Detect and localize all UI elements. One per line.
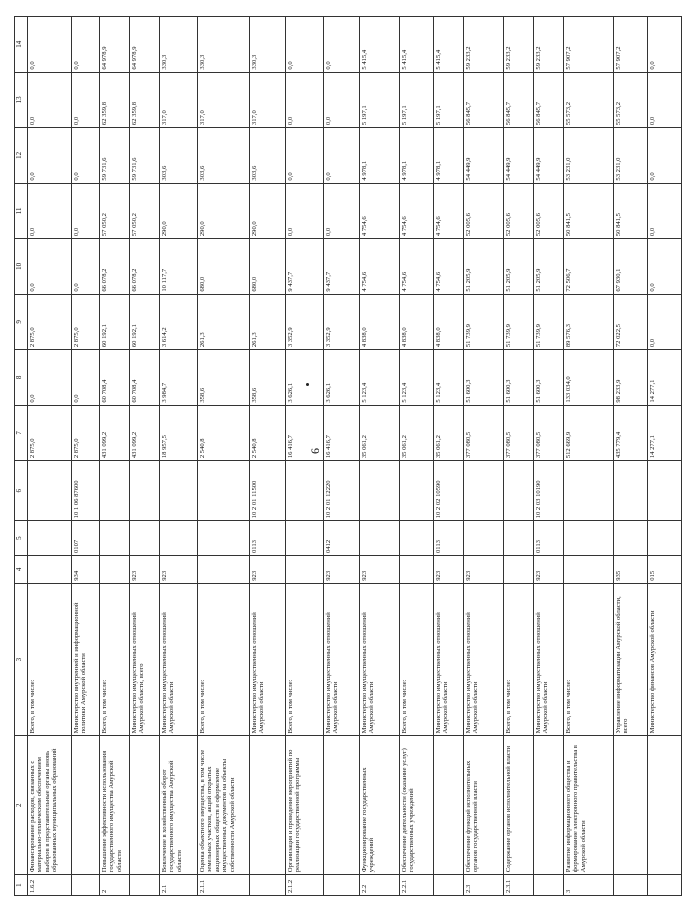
- cell-year-2015: 51 600,3: [464, 350, 504, 406]
- cell-row-code: 2: [100, 875, 130, 896]
- cell-measure-name: Функционирование государственных учреждений: [360, 736, 400, 875]
- cell-grbs-code: [564, 556, 614, 584]
- cell-year-2015: 358,6: [250, 350, 286, 406]
- cell-executor: Всего, в том числе:: [286, 583, 324, 736]
- cell-year-2018: 52 005,6: [464, 183, 504, 239]
- cell-row-code: 2.2: [360, 875, 400, 896]
- cell-target-article: [28, 461, 72, 521]
- cell-section-code: [400, 521, 434, 556]
- cell-year-2020: 5 197,1: [400, 72, 434, 128]
- cell-executor: Всего, в том числе:: [564, 583, 614, 736]
- cell-year-2016: 51 739,9: [464, 294, 504, 350]
- cell-year-2021: 330,3: [160, 17, 198, 73]
- cell-year-2016: 4 838,0: [360, 294, 400, 350]
- cell-year-2016: 261,3: [250, 294, 286, 350]
- cell-year-2017: 0,0: [28, 239, 72, 295]
- cell-grbs-code: [198, 556, 250, 584]
- cell-year-2017: 72 506,7: [564, 239, 614, 295]
- cell-row-code: [130, 875, 160, 896]
- cell-total-amount: 18 957,5: [160, 405, 198, 461]
- cell-section-code: [160, 521, 198, 556]
- cell-year-2020: 55 573,2: [564, 72, 614, 128]
- cell-year-2019: 53 231,0: [614, 128, 648, 184]
- cell-year-2019: 0,0: [72, 128, 100, 184]
- cell-row-code: 2.2.1: [400, 875, 434, 896]
- cell-year-2017: 0,0: [72, 239, 100, 295]
- cell-section-code: 0113: [534, 521, 564, 556]
- page-number: 6: [308, 448, 322, 454]
- cell-year-2016: 2 875,0: [28, 294, 72, 350]
- header-cell: 4: [15, 556, 28, 584]
- cell-year-2018: 4 754,6: [360, 183, 400, 239]
- header-cell: 14: [15, 17, 28, 73]
- cell-year-2015: 5 123,4: [400, 350, 434, 406]
- cell-year-2021: 5 415,4: [400, 17, 434, 73]
- cell-year-2016: 4 838,0: [400, 294, 434, 350]
- cell-year-2020: 5 197,1: [434, 72, 464, 128]
- cell-year-2020: 0,0: [286, 72, 324, 128]
- cell-target-article: [198, 461, 250, 521]
- table-row: [614, 17, 648, 896]
- cell-year-2021: 0,0: [28, 17, 72, 73]
- cell-year-2015: 14 277,1: [648, 350, 682, 406]
- cell-year-2019: 4 978,1: [434, 128, 464, 184]
- cell-year-2018: 4 754,6: [400, 183, 434, 239]
- cell-year-2020: 0,0: [72, 72, 100, 128]
- cell-total-amount: 377 080,5: [534, 405, 564, 461]
- header-cell: 13: [15, 72, 28, 128]
- cell-row-code: [324, 875, 360, 896]
- cell-year-2020: 317,0: [160, 72, 198, 128]
- cell-section-code: [198, 521, 250, 556]
- cell-grbs-code: 934: [72, 556, 100, 584]
- cell-executor: Всего, в том числе:: [100, 583, 130, 736]
- cell-row-code: 2.1.2: [286, 875, 324, 896]
- cell-year-2019: 303,6: [198, 128, 250, 184]
- cell-executor: Всего, в том числе:: [400, 583, 434, 736]
- cell-total-amount: 35 061,2: [434, 405, 464, 461]
- cell-year-2020: 56 845,7: [464, 72, 504, 128]
- cell-year-2020: 55 573,2: [614, 72, 648, 128]
- cell-year-2021: 0,0: [286, 17, 324, 73]
- cell-year-2015: 98 233,9: [614, 350, 648, 406]
- cell-measure-name: [534, 736, 564, 875]
- header-cell: 10: [15, 239, 28, 295]
- cell-section-code: [614, 521, 648, 556]
- cell-executor: Всего, в том числе:: [504, 583, 534, 736]
- cell-year-2015: 0,0: [72, 350, 100, 406]
- cell-year-2017: 66 078,2: [100, 239, 130, 295]
- cell-year-2015: 133 034,0: [564, 350, 614, 406]
- table-row: [534, 17, 564, 896]
- cell-executor: Управление информатизации Амурской области, всего: [614, 583, 648, 736]
- table-row: [324, 17, 360, 896]
- cell-measure-name: [130, 736, 160, 875]
- cell-year-2015: 0,0: [28, 350, 72, 406]
- cell-executor: Министерство имущественных отношений Амурской области, всего: [130, 583, 160, 736]
- cell-grbs-code: 923: [434, 556, 464, 584]
- header-cell: 8: [15, 350, 28, 406]
- cell-year-2021: 59 233,2: [504, 17, 534, 73]
- cell-target-article: 10 2 01 12220: [324, 461, 360, 521]
- cell-year-2017: 680,0: [250, 239, 286, 295]
- cell-grbs-code: 923: [360, 556, 400, 584]
- cell-year-2018: 0,0: [28, 183, 72, 239]
- cell-executor: Министерство имущественных отношений Амурской области: [464, 583, 504, 736]
- cell-total-amount: 431 099,2: [100, 405, 130, 461]
- table-row: [564, 17, 614, 896]
- table-row: [250, 17, 286, 896]
- cell-row-code: 2.3.1: [504, 875, 534, 896]
- cell-year-2021: 0,0: [72, 17, 100, 73]
- cell-executor: Министерство имущественных отношений Амурской области: [324, 583, 360, 736]
- cell-year-2019: 59 731,6: [100, 128, 130, 184]
- cell-year-2019: 54 449,9: [504, 128, 534, 184]
- cell-year-2021: 0,0: [324, 17, 360, 73]
- header-cell: 12: [15, 128, 28, 184]
- cell-year-2019: 59 731,6: [130, 128, 160, 184]
- cell-year-2017: 680,0: [198, 239, 250, 295]
- cell-year-2016: 3 352,9: [324, 294, 360, 350]
- cell-year-2016: 51 739,9: [534, 294, 564, 350]
- cell-total-amount: 377 080,5: [504, 405, 534, 461]
- cell-year-2018: 290,0: [198, 183, 250, 239]
- cell-executor: Министерство имущественных отношений Амурской области: [160, 583, 198, 736]
- cell-executor: Министерство имущественных отношений Амурской области: [250, 583, 286, 736]
- cell-row-code: 2.3: [464, 875, 504, 896]
- cell-year-2021: 64 978,9: [130, 17, 160, 73]
- cell-target-article: [360, 461, 400, 521]
- cell-year-2018: 0,0: [72, 183, 100, 239]
- cell-target-article: [130, 461, 160, 521]
- cell-year-2018: 57 050,2: [100, 183, 130, 239]
- cell-year-2015: 60 708,4: [100, 350, 130, 406]
- header-cell: 1: [15, 875, 28, 896]
- cell-executor: Министерство финансов Амурской области: [648, 583, 682, 736]
- cell-year-2017: 9 437,7: [286, 239, 324, 295]
- cell-year-2018: 4 754,6: [434, 183, 464, 239]
- cell-measure-name: Развитие информационного общества и формирование электронного правительства в Амурской области: [564, 736, 614, 875]
- cell-year-2017: 0,0: [648, 239, 682, 295]
- cell-year-2016: 3 352,9: [286, 294, 324, 350]
- cell-row-code: [250, 875, 286, 896]
- cell-section-code: 0412: [324, 521, 360, 556]
- cell-year-2015: 60 708,4: [130, 350, 160, 406]
- cell-section-code: [286, 521, 324, 556]
- cell-year-2019: 4 978,1: [360, 128, 400, 184]
- cell-year-2016: 0,0: [648, 294, 682, 350]
- cell-measure-name: Оценка объектного имущества, в том числе земельных участков, акций открытых акционерных обществ и оформление имущественных документов на объекты собственности Амурской области: [198, 736, 250, 875]
- cell-measure-name: Организация и проведение мероприятий по реализации государственной программы: [286, 736, 324, 875]
- cell-total-amount: 435 779,4: [614, 405, 648, 461]
- cell-measure-name: Вовлечение в хозяйственный оборот государственного имущества Амурской области: [160, 736, 198, 875]
- header-cell: 9: [15, 294, 28, 350]
- cell-year-2016: 60 192,1: [100, 294, 130, 350]
- cell-year-2020: 317,0: [250, 72, 286, 128]
- cell-measure-name: Повышение эффективности использования государственного имущества Амурской области: [100, 736, 130, 875]
- cell-grbs-code: 015: [648, 556, 682, 584]
- cell-total-amount: 512 669,9: [564, 405, 614, 461]
- table-row: [286, 17, 324, 896]
- cell-section-code: [28, 521, 72, 556]
- cell-row-code: 2.1.1: [198, 875, 250, 896]
- cell-target-article: 10 2 01 11500: [250, 461, 286, 521]
- cell-year-2021: 59 233,2: [534, 17, 564, 73]
- cell-section-code: 0113: [434, 521, 464, 556]
- cell-total-amount: 2 540,8: [250, 405, 286, 461]
- cell-year-2016: 60 192,1: [130, 294, 160, 350]
- cell-target-article: [504, 461, 534, 521]
- cell-year-2017: 51 205,9: [504, 239, 534, 295]
- cell-grbs-code: 923: [250, 556, 286, 584]
- cell-target-article: [564, 461, 614, 521]
- cell-section-code: [464, 521, 504, 556]
- cell-year-2017: 4 754,6: [400, 239, 434, 295]
- cell-year-2018: 57 050,2: [130, 183, 160, 239]
- cell-executor: Министерство внутренней и информационной политики Амурской области: [72, 583, 100, 736]
- cell-year-2020: 56 845,7: [504, 72, 534, 128]
- cell-measure-name: [250, 736, 286, 875]
- cell-year-2016: 89 576,3: [564, 294, 614, 350]
- header-cell: 5: [15, 521, 28, 556]
- cell-total-amount: 14 277,1: [648, 405, 682, 461]
- cell-year-2016: 4 838,0: [434, 294, 464, 350]
- cell-year-2017: 51 205,9: [464, 239, 504, 295]
- table-body: [28, 17, 682, 896]
- cell-year-2018: 50 841,5: [614, 183, 648, 239]
- cell-target-article: [400, 461, 434, 521]
- cell-year-2018: 0,0: [324, 183, 360, 239]
- cell-year-2021: 57 907,2: [564, 17, 614, 73]
- cell-year-2021: 59 233,2: [464, 17, 504, 73]
- program-funding-table: [14, 16, 682, 896]
- cell-year-2015: 3 984,7: [160, 350, 198, 406]
- header-row: [15, 17, 28, 896]
- cell-year-2019: 54 449,9: [464, 128, 504, 184]
- cell-grbs-code: 935: [614, 556, 648, 584]
- table-row: [72, 17, 100, 896]
- cell-grbs-code: [28, 556, 72, 584]
- cell-measure-name: [614, 736, 648, 875]
- cell-executor: Министерство имущественных отношений Амурской области: [360, 583, 400, 736]
- cell-year-2020: 0,0: [324, 72, 360, 128]
- cell-total-amount: 16 416,7: [324, 405, 360, 461]
- cell-year-2020: 317,0: [198, 72, 250, 128]
- cell-year-2016: 72 022,5: [614, 294, 648, 350]
- cell-grbs-code: 923: [324, 556, 360, 584]
- cell-year-2015: 3 626,1: [324, 350, 360, 406]
- cell-year-2018: 52 005,6: [504, 183, 534, 239]
- cell-year-2021: 5 415,4: [360, 17, 400, 73]
- cell-year-2019: 0,0: [28, 128, 72, 184]
- table-row: [100, 17, 130, 896]
- header-cell: 11: [15, 183, 28, 239]
- cell-year-2015: 358,6: [198, 350, 250, 406]
- cell-grbs-code: 923: [130, 556, 160, 584]
- cell-year-2020: 0,0: [648, 72, 682, 128]
- table-row: [130, 17, 160, 896]
- cell-executor: Министерство имущественных отношений Амурской области: [434, 583, 464, 736]
- cell-total-amount: 2 875,0: [28, 405, 72, 461]
- cell-executor: Всего, в том числе:: [28, 583, 72, 736]
- cell-year-2019: 0,0: [648, 128, 682, 184]
- cell-section-code: 0107: [72, 521, 100, 556]
- cell-measure-name: Обеспечение функций исполнительных органов государственной власти: [464, 736, 504, 875]
- cell-grbs-code: 923: [534, 556, 564, 584]
- cell-grbs-code: [286, 556, 324, 584]
- cell-row-code: [434, 875, 464, 896]
- cell-year-2015: 5 123,4: [434, 350, 464, 406]
- cell-measure-name: Финансирование расходов, связанных с материально-техническим обеспечением выборов в представительные органы вновь образованных муниципальных образований: [28, 736, 72, 875]
- cell-year-2015: 51 600,3: [534, 350, 564, 406]
- cell-executor: Министерство имущественных отношений Амурской области: [534, 583, 564, 736]
- table-row: [28, 17, 72, 896]
- cell-target-article: 10 2 03 10190: [534, 461, 564, 521]
- cell-section-code: [504, 521, 534, 556]
- cell-year-2018: 50 841,5: [564, 183, 614, 239]
- cell-grbs-code: [504, 556, 534, 584]
- cell-measure-name: Обеспечение деятельности (оказание услуг) государственных учреждений: [400, 736, 434, 875]
- cell-target-article: [286, 461, 324, 521]
- header-cell: 2: [15, 736, 28, 875]
- cell-section-code: [130, 521, 160, 556]
- cell-year-2017: 66 078,2: [130, 239, 160, 295]
- cell-row-code: [614, 875, 648, 896]
- cell-target-article: 10 1 06 87600: [72, 461, 100, 521]
- cell-year-2018: 52 005,6: [534, 183, 564, 239]
- cell-year-2020: 56 845,7: [534, 72, 564, 128]
- cell-row-code: [534, 875, 564, 896]
- cell-year-2019: 4 978,1: [400, 128, 434, 184]
- cell-section-code: [564, 521, 614, 556]
- cell-year-2018: 0,0: [648, 183, 682, 239]
- cell-year-2016: 2 875,0: [72, 294, 100, 350]
- cell-year-2021: 330,3: [198, 17, 250, 73]
- table-row: [160, 17, 198, 896]
- cell-year-2017: 9 437,7: [324, 239, 360, 295]
- cell-year-2020: 0,0: [28, 72, 72, 128]
- cell-measure-name: Содержание органов исполнительной власти: [504, 736, 534, 875]
- cell-year-2019: 0,0: [324, 128, 360, 184]
- header-cell: 7: [15, 405, 28, 461]
- cell-row-code: 1.6.2: [28, 875, 72, 896]
- cell-year-2020: 62 359,8: [130, 72, 160, 128]
- header-cell: 3: [15, 583, 28, 736]
- cell-section-code: 0113: [250, 521, 286, 556]
- cell-total-amount: 2 875,0: [72, 405, 100, 461]
- cell-measure-name: [434, 736, 464, 875]
- cell-year-2017: 51 205,9: [534, 239, 564, 295]
- cell-executor: Всего, в том числе:: [198, 583, 250, 736]
- cell-total-amount: 431 099,2: [130, 405, 160, 461]
- cell-total-amount: 377 080,5: [464, 405, 504, 461]
- table-row: [464, 17, 504, 896]
- cell-year-2020: 5 197,1: [360, 72, 400, 128]
- cell-year-2017: 4 754,6: [434, 239, 464, 295]
- table-row: [648, 17, 682, 896]
- cell-section-code: [360, 521, 400, 556]
- cell-year-2015: 5 123,4: [360, 350, 400, 406]
- cell-grbs-code: [400, 556, 434, 584]
- cell-total-amount: 2 540,8: [198, 405, 250, 461]
- cell-measure-name: [72, 736, 100, 875]
- cell-measure-name: [324, 736, 360, 875]
- cell-grbs-code: [100, 556, 130, 584]
- cell-year-2016: 51 739,9: [504, 294, 534, 350]
- table-row: [434, 17, 464, 896]
- cell-row-code: 3: [564, 875, 614, 896]
- cell-year-2021: 5 415,4: [434, 17, 464, 73]
- cell-year-2019: 303,6: [250, 128, 286, 184]
- cell-section-code: [648, 521, 682, 556]
- cell-grbs-code: 923: [160, 556, 198, 584]
- cell-target-article: [160, 461, 198, 521]
- cell-year-2018: 290,0: [160, 183, 198, 239]
- cell-row-code: [648, 875, 682, 896]
- cell-year-2017: 10 117,7: [160, 239, 198, 295]
- cell-target-article: [614, 461, 648, 521]
- cell-year-2019: 53 231,0: [564, 128, 614, 184]
- cell-year-2016: 261,3: [198, 294, 250, 350]
- cell-year-2021: 57 907,2: [614, 17, 648, 73]
- cell-row-code: [72, 875, 100, 896]
- cell-year-2021: 0,0: [648, 17, 682, 73]
- cell-target-article: 10 2 02 10590: [434, 461, 464, 521]
- cell-year-2021: 64 978,9: [100, 17, 130, 73]
- header-cell: 6: [15, 461, 28, 521]
- table-row: [198, 17, 250, 896]
- cell-year-2018: 290,0: [250, 183, 286, 239]
- cell-year-2021: 330,3: [250, 17, 286, 73]
- cell-year-2017: 4 754,6: [360, 239, 400, 295]
- cell-total-amount: 35 061,2: [400, 405, 434, 461]
- table-row: [400, 17, 434, 896]
- cell-year-2015: 51 600,3: [504, 350, 534, 406]
- cell-section-code: [100, 521, 130, 556]
- cell-target-article: [100, 461, 130, 521]
- cell-year-2015: 3 626,1: [286, 350, 324, 406]
- cell-target-article: [648, 461, 682, 521]
- table-row: [360, 17, 400, 896]
- cell-year-2020: 62 359,8: [100, 72, 130, 128]
- cell-year-2019: 54 449,9: [534, 128, 564, 184]
- cell-year-2017: 67 930,1: [614, 239, 648, 295]
- cell-grbs-code: 923: [464, 556, 504, 584]
- cell-total-amount: 35 061,2: [360, 405, 400, 461]
- cell-row-code: 2.1: [160, 875, 198, 896]
- cell-year-2019: 303,6: [160, 128, 198, 184]
- rotated-page: [14, 16, 656, 896]
- cell-year-2018: 0,0: [286, 183, 324, 239]
- cell-target-article: [464, 461, 504, 521]
- table-row: [504, 17, 534, 896]
- cell-measure-name: [648, 736, 682, 875]
- cell-year-2019: 0,0: [286, 128, 324, 184]
- cell-year-2016: 3 614,2: [160, 294, 198, 350]
- cell-total-amount: 16 416,7: [286, 405, 324, 461]
